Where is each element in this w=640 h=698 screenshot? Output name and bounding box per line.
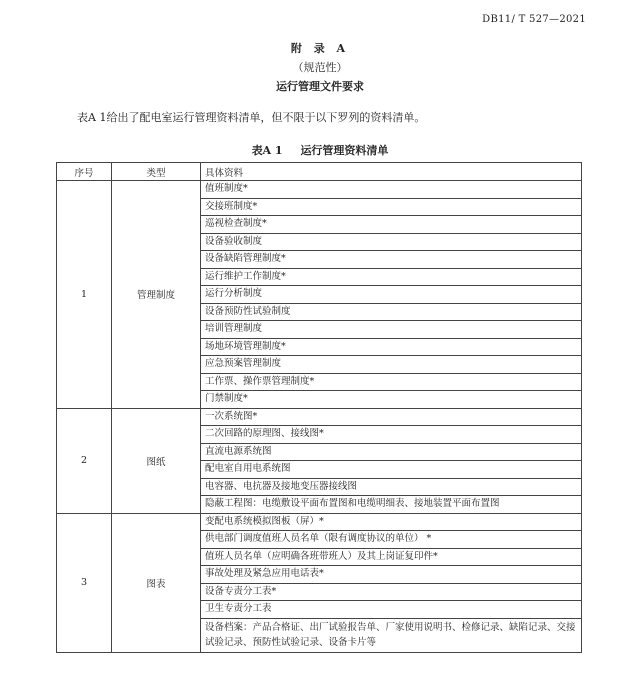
- appendix-nature: （规范性）: [292, 61, 348, 74]
- document-item: 供电部门调度值班人员名单（限有调度协议的单位） *: [201, 531, 582, 549]
- document-item: 电容器、电抗器及接地变压器接线图: [201, 478, 582, 496]
- table-caption-number: 表A 1: [251, 144, 283, 157]
- document-item: 一次系统图*: [201, 408, 582, 426]
- document-item: 设备缺陷管理制度*: [201, 251, 582, 269]
- document-item: 应急预案管理制度: [201, 356, 582, 374]
- table-caption: [0, 142, 640, 158]
- document-item: 值班人员名单（应明确各班带班人）及其上岗证复印件*: [201, 548, 582, 566]
- document-number: DB11/ T 527—2021: [482, 14, 586, 25]
- table-row: [57, 513, 582, 531]
- document-item: 工作票、操作票管理制度*: [201, 373, 582, 391]
- document-item: 交接班制度*: [201, 198, 582, 216]
- header-category: 类型: [112, 163, 201, 181]
- document-item: 隐蔽工程图：电缆敷设平面布置图和电缆明细表、接地装置平面布置图: [201, 496, 582, 514]
- group-number: 3: [57, 513, 112, 652]
- table-body: [57, 181, 582, 653]
- table-header-row: [57, 163, 582, 181]
- document-item: 值班制度*: [201, 181, 582, 199]
- document-item: 运行维护工作制度*: [201, 268, 582, 286]
- document-item: 直流电源系统图: [201, 443, 582, 461]
- header-no: 序号: [57, 163, 112, 181]
- header-detail: 具体资料: [201, 163, 582, 181]
- document-item: 设备专责分工表*: [201, 583, 582, 601]
- document-item: 设备验收制度: [201, 233, 582, 251]
- table-caption-title: 运行管理资料清单: [300, 144, 389, 157]
- document-item: 二次回路的原理图、接线图*: [201, 426, 582, 444]
- document-item: 运行分析制度: [201, 286, 582, 304]
- document-item: 设备档案：产品合格证、出厂试验报告单、厂家使用说明书、检修记录、缺陷记录、交接试验记录、预防性试验记录、设备卡片等: [201, 618, 582, 652]
- appendix-title: 附 录 A: [290, 42, 350, 55]
- appendix-subtitle: 运行管理文件要求: [276, 80, 364, 93]
- group-category: 管理制度: [112, 181, 201, 409]
- group-number: 1: [57, 181, 112, 409]
- document-item: 卫生专责分工表: [201, 601, 582, 619]
- management-documents-table: [56, 162, 582, 653]
- table-row: [57, 408, 582, 426]
- document-item: 培训管理制度: [201, 321, 582, 339]
- document-item: 场地环境管理制度*: [201, 338, 582, 356]
- document-item: 变配电系统模拟图板（屏）*: [201, 513, 582, 531]
- document-item: 配电室自用电系统图: [201, 461, 582, 479]
- document-item: 事故处理及紧急应用电话表*: [201, 566, 582, 584]
- group-category: 图纸: [112, 408, 201, 513]
- document-item: 门禁制度*: [201, 391, 582, 409]
- group-number: 2: [57, 408, 112, 513]
- group-category: 图表: [112, 513, 201, 652]
- document-item: 巡视检查制度*: [201, 216, 582, 234]
- intro-paragraph: 表A 1给出了配电室运行管理资料清单，但不限于以下罗列的资料清单。: [77, 111, 426, 124]
- table-row: [57, 181, 582, 199]
- document-item: 设备预防性试验制度: [201, 303, 582, 321]
